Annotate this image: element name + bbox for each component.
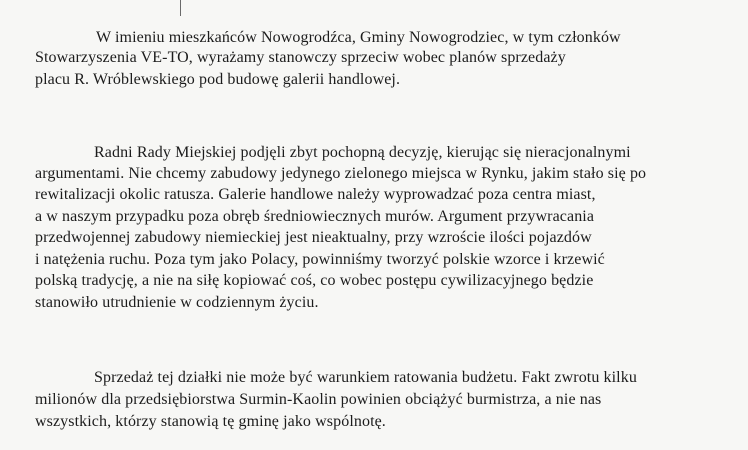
paragraph-2-line-3: rewitalizacji okolic ratusza. Galerie handlowe należy wyprowadzać poza centra miast, [35, 186, 596, 203]
paragraph-2-line-1: Radni Rady Miejskiej podjęli zbyt pochopną decyzję, kierując się nieracjonalnymi [94, 144, 631, 161]
paragraph-3-line-3: wszystkich, którzy stanowią tę gminę jako wspólnotę. [35, 413, 386, 430]
paragraph-1-line-2: Stowarzyszenia VE-TO, wyrażamy stanowczy sprzeciw wobec planów sprzedaży [35, 49, 566, 66]
paragraph-3-line-1: Sprzedaż tej działki nie może być warunkiem ratowania budżetu. Fakt zwrotu kilku [94, 369, 637, 386]
paragraph-2-line-7: polską tradycję, a nie na siłę kopiować coś, co wobec postępu cywilizacyjnego będzie [35, 272, 594, 289]
paragraph-2-line-6: i natężenia ruchu. Poza tym jako Polacy, powinniśmy tworzyć polskie wzorce i krzewić [35, 251, 605, 268]
paragraph-2-line-5: przedwojennej zabudowy niemieckiej jest nieaktualny, przy wzroście ilości pojazdów [35, 229, 592, 246]
margin-mark [180, 0, 181, 16]
paragraph-1-line-1: W imieniu mieszkańców Nowogrodźca, Gminy Nowogrodziec, w tym członków [96, 29, 621, 46]
paragraph-2-line-2: argumentami. Nie chcemy zabudowy jedynego zielonego miejsca w Rynku, jakim stało się po [35, 165, 647, 182]
paragraph-3-line-2: milionów dla przedsiębiorstwa Surmin-Kaolin powinien obciążyć burmistrza, a nie nas [35, 391, 602, 408]
paragraph-2-line-4: a w naszym przypadku poza obręb średniowiecznych murów. Argument przywracania [35, 208, 595, 225]
paragraph-1-line-3: placu R. Wróblewskiego pod budowę galerii handlowej. [35, 71, 401, 88]
paragraph-2-line-8: stanowiło utrudnienie w codziennym życiu. [35, 294, 319, 311]
